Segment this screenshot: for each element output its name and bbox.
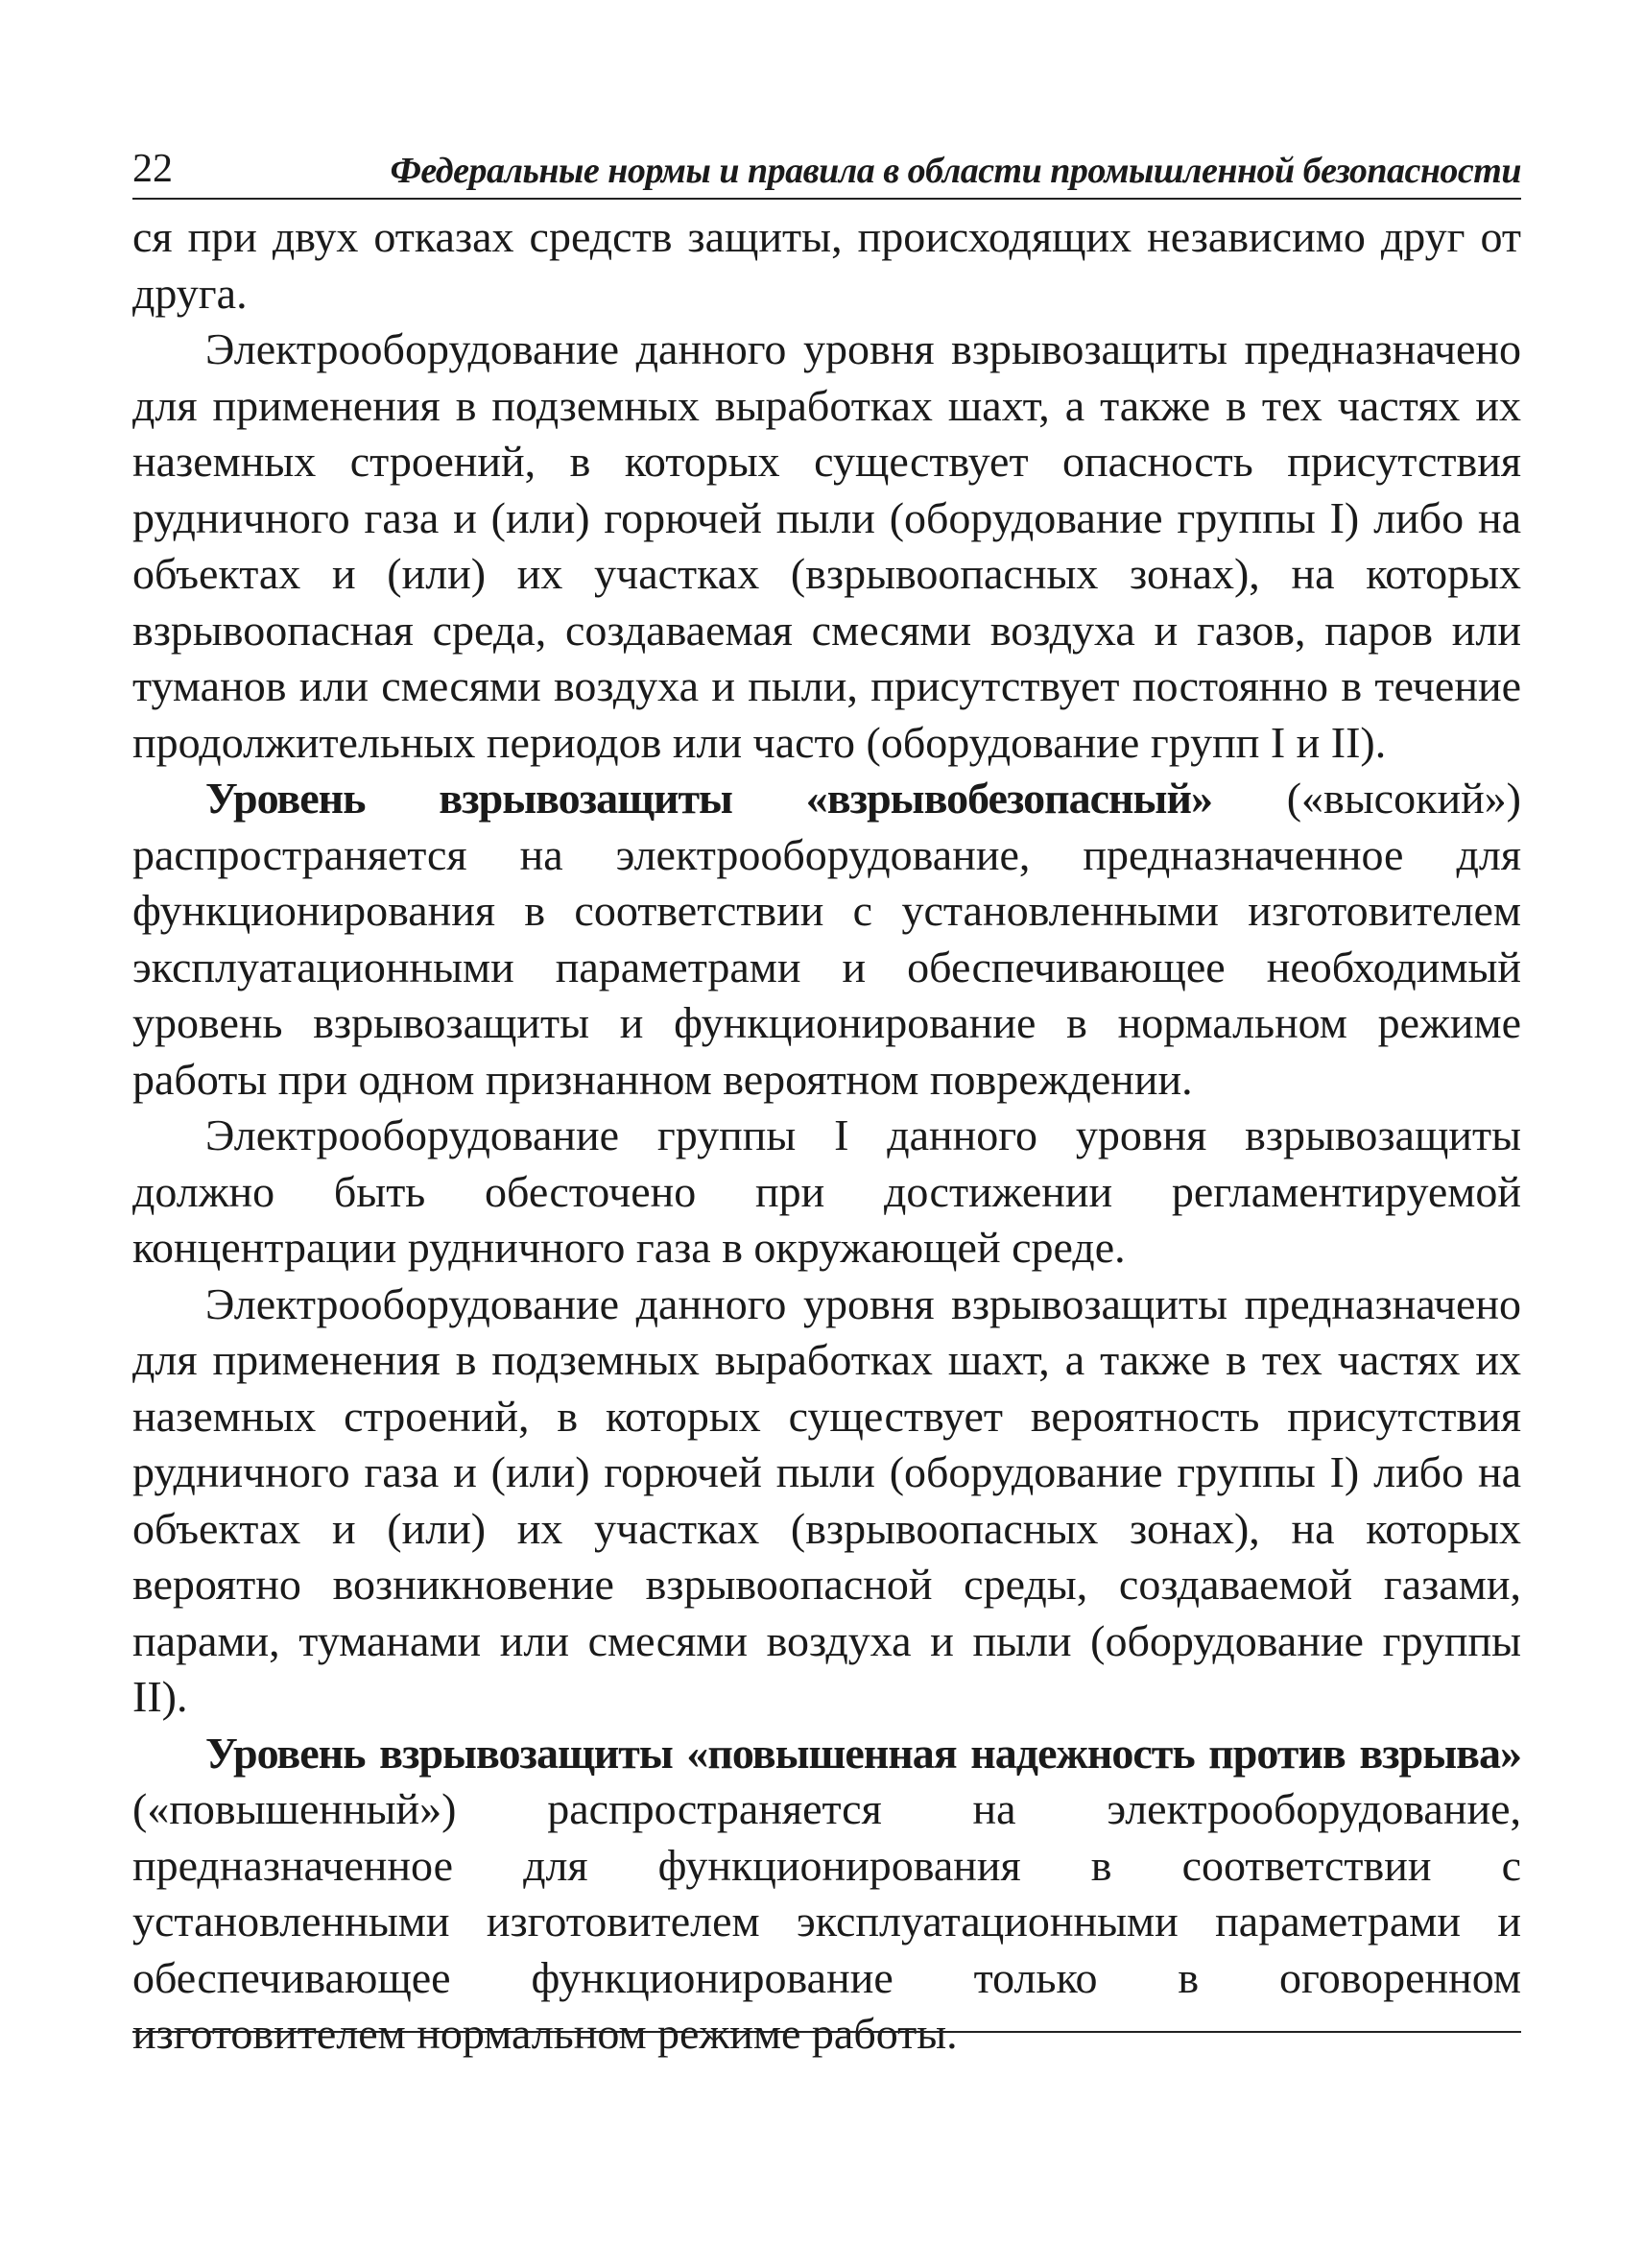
page-header <box>132 136 1521 200</box>
paragraph <box>132 1108 1521 1277</box>
paragraph-text: («повышенный») распространяется на электрооборудование, предназначенное для функционирования в соответствии с установленными изготовителем эксплуатационными параметрами и обеспечивающее функционирование только в оговоренном изготовителем нормальном режиме работы. <box>132 1784 1521 2058</box>
paragraph <box>132 209 1521 322</box>
paragraph-lead-term: Уровень взрывозащиты «взрывобезопасный» <box>205 774 1212 823</box>
paragraph-lead-term: Уровень взрывозащиты «повышенная надежность против взрыва» <box>205 1728 1521 1778</box>
page-number: 22 <box>132 147 173 191</box>
paragraph <box>132 771 1521 1108</box>
paragraph-text: Электрооборудование группы I данного уровня взрывозащиты должно быть обесточено при достижении регламентируемой концентрации рудничного газа в окружающей среде. <box>132 1110 1521 1272</box>
paragraph <box>132 1277 1521 1726</box>
paragraph <box>132 322 1521 771</box>
paragraph-text: ся при двух отказах средств защиты, происходящих независимо друг от друга. <box>132 212 1521 318</box>
running-title: Федеральные нормы и правила в области промышленной безопасности <box>390 151 1521 191</box>
footer-rule <box>132 2031 1521 2033</box>
paragraph <box>132 1726 1521 2063</box>
paragraph-text: Электрооборудование данного уровня взрывозащиты предназначено для применения в подземных выработках шахт, а также в тех частях их наземных строений, в которых существует опасность присутствия рудничного газа и (или) горючей пыли (оборудование группы I) либо на объектах и (или) их участках (взрывоопасных зонах), на которых взрывоопасная среда, создаваемая смесями воздуха и газов, паров или туманов или смесями воздуха и пыли, присутствует постоянно в течение продолжительных периодов или часто (оборудование групп I и II). <box>132 324 1521 767</box>
paragraph-text: Электрооборудование данного уровня взрывозащиты предназначено для применения в подземных выработках шахт, а также в тех частях их наземных строений, в которых существует вероятность присутствия рудничного газа и (или) горючей пыли (оборудование группы I) либо на объектах и (или) их участках (взрывоопасных зонах), на которых вероятно возникновение взрывоопасной среды, создаваемой газами, парами, туманами или смесями воздуха и пыли (оборудование группы II). <box>132 1278 1521 1721</box>
paragraph-text: («высокий») распространяется на электрооборудование, предназначенное для функционирования в соответствии с установленными изготовителем эксплуатационными параметрами и обеспечивающее необходимый уровень взрывозащиты и функционирование в нормальном режиме работы при одном признанном вероятном повреждении. <box>132 774 1522 1104</box>
body-text <box>132 209 1521 2063</box>
